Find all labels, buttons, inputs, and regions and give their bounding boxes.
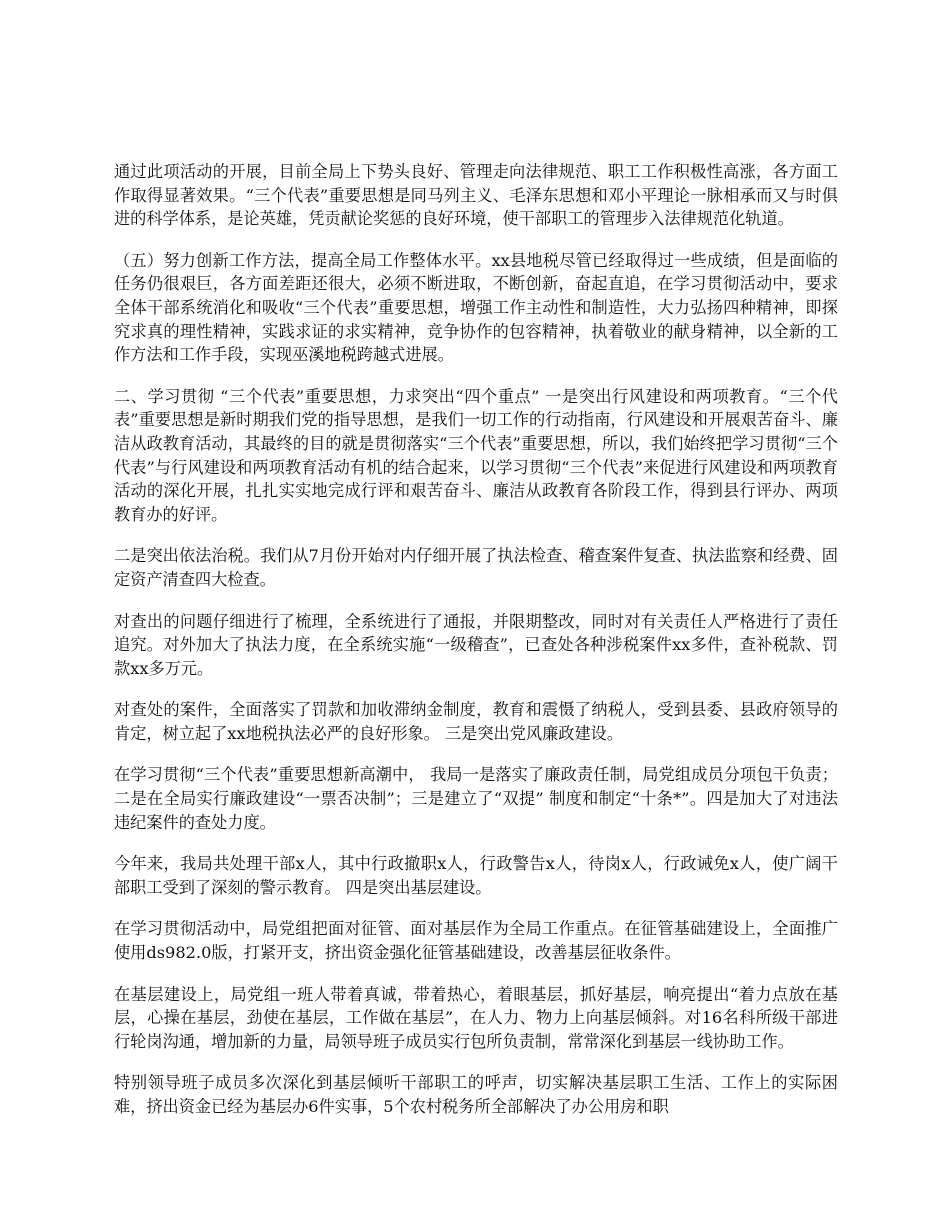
paragraph: （五）努力创新工作方法，提高全局工作整体水平。xx县地税尽管已经取得过一些成绩，但是面临的任务仍很艰巨，各方面差距还很大，必须不断进取，不断创新，奋起直追，在学习贯彻活动中，要求全体干部系统消化和吸收“三个代表”重要思想，增强工作主动性和制造性，大力弘扬四种精神，即探究求真的理性精神，实践求证的求实精神，竞争协作的包容精神，执着敬业的献身精神，以全新的工作方法和工作手段，实现巫溪地税跨越式进展。 bbox=[114, 250, 838, 365]
paragraph: 对查处的案件，全面落实了罚款和加收滞纳金制度，教育和震慑了纳税人，受到县委、县政府领导的肯定，树立起了xx地税执法必严的良好形象。 三是突出党风廉政建设。 bbox=[114, 700, 838, 743]
paragraph: 通过此项活动的开展，目前全局上下势头良好、管理走向法律规范、职工工作积极性高涨，各方面工作取得显著效果。“三个代表”重要思想是同马列主义、毛泽东思想和邓小平理论一脉相承而又与时俱进的科学体系，是论英雄，凭贡献论奖惩的良好环境，使干部职工的管理步入法律规范化轨道。 bbox=[114, 162, 838, 229]
paragraph: 二、学习贯彻 “三个代表”重要思想，力求突出“四个重点” 一是突出行风建设和两项教育。“三个代表”重要思想是新时期我们党的指导思想，是我们一切工作的行动指南，行风建设和开展艰苦奋斗、廉洁从政教育活动，其最终的目的就是贯彻落实“三个代表”重要思想，所以，我们始终把学习贯彻“三个代表”与行风建设和两项教育活动有机的结合起来，以学习贯彻“三个代表”来促进行风建设和两项教育活动的深化开展，扎扎实实地完成行评和艰苦奋斗、廉洁从政教育各阶段工作，得到县行评办、两项教育办的好评。 bbox=[114, 386, 838, 524]
paragraph: 在学习贯彻活动中，局党组把面对征管、面对基层作为全局工作重点。在征管基础建设上，全面推广使用ds982.0版，打紧开支，挤出资金强化征管基础建设，改善基层征收条件。 bbox=[114, 919, 838, 963]
document-body bbox=[114, 160, 838, 1137]
paragraph: 二是突出依法治税。我们从7月份开始对内仔细开展了执法检查、稽查案件复查、执法监察和经费、固定资产清查四大检查。 bbox=[114, 546, 838, 589]
paragraph: 特别领导班子成员多次深化到基层倾听干部职工的呼声，切实解决基层职工生活、工作上的实际困难，挤出资金已经为基层办6件实事，5个农村税务所全部解决了办公用房和职 bbox=[114, 1073, 838, 1116]
paragraph: 在基层建设上，局党组一班人带着真诚，带着热心，着眼基层，抓好基层，响亮提出“着力点放在基层，心操在基层，劲使在基层，工作做在基层”，在人力、物力上向基层倾斜。对16名科所级干部进行轮岗沟通，增加新的力量，局领导班子成员实行包所负责制，常常深化到基层一线协助工作。 bbox=[114, 984, 838, 1051]
paragraph: 今年来，我局共处理干部x人，其中行政撤职x人，行政警告x人，待岗x人，行政诫免x人，使广阔干部职工受到了深刻的警示教育。 四是突出基层建设。 bbox=[114, 854, 838, 897]
paragraph: 在学习贯彻“三个代表”重要思想新高潮中， 我局一是落实了廉政责任制，局党组成员分项包干负责；二是在全局实行廉政建设“一票否决制”；三是建立了“双提” 制度和制定“十条*”。四是加大了对违法违纪案件的查处力度。 bbox=[114, 765, 838, 832]
paragraph: 对查出的问题仔细进行了梳理，全系统进行了通报，并限期整改，同时对有关责任人严格进行了责任追究。对外加大了执法力度，在全系统实施“一级稽查”，已查处各种涉税案件xx多件，查补税款、罚款xx多万元。 bbox=[114, 611, 838, 678]
